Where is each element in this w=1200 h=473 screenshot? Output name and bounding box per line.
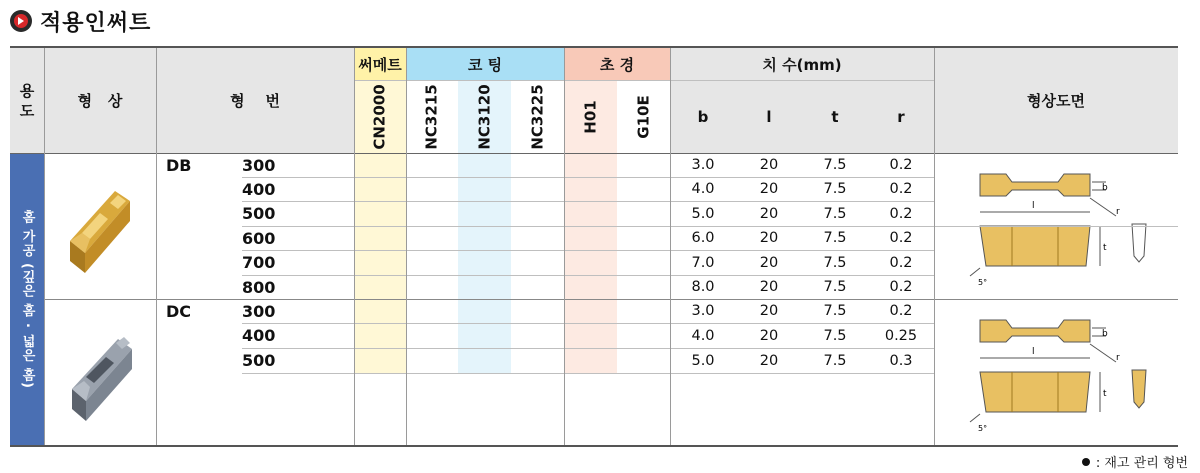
dim-b: 3.0 — [691, 303, 715, 319]
drawing-header-text: 형상도면 — [1027, 92, 1085, 110]
legend-note-text: : 재고 관리 형번 — [1095, 456, 1188, 471]
row-line — [242, 250, 934, 251]
part-size: 600 — [242, 228, 276, 248]
part-size: 300 — [242, 155, 276, 175]
part-no-header — [156, 48, 354, 153]
part-size: 700 — [242, 253, 276, 272]
series-db: DB — [166, 155, 192, 175]
dim-b: 7.0 — [691, 254, 715, 271]
dim-l: 20 — [759, 254, 779, 271]
dim-r: 0.2 — [889, 205, 913, 222]
dim-t: 7.5 — [823, 327, 847, 344]
grade-nc3120-header — [458, 80, 511, 153]
coating-header-text: 코 팅 — [467, 55, 503, 74]
dim-t: 7.5 — [823, 279, 847, 295]
col-line — [44, 48, 45, 445]
col-line — [406, 48, 407, 445]
insert-dc-image — [44, 299, 156, 445]
grade-label: CN2000 — [371, 83, 389, 150]
gold-insert-icon — [60, 171, 140, 281]
dim-r: 0.2 — [889, 303, 913, 319]
dim-b: 5.0 — [691, 352, 715, 369]
dim-l: 20 — [759, 157, 779, 173]
part-no-header-text: 형 번 — [230, 92, 280, 110]
carbide-col-tint — [564, 153, 617, 373]
dim-l: 20 — [759, 327, 779, 344]
row-line — [242, 323, 934, 324]
col-line — [670, 48, 671, 445]
dim-b: 4.0 — [691, 327, 715, 344]
row-line — [242, 226, 934, 227]
r-label: r — [1116, 353, 1120, 363]
t-label: t — [1103, 389, 1107, 399]
grade-nc3215-header — [406, 80, 458, 153]
dim-r: 0.2 — [889, 279, 913, 295]
dim-t: 7.5 — [823, 181, 847, 197]
dim-l: 20 — [759, 230, 779, 246]
cermet-header-text: 써메트 — [358, 55, 402, 74]
dim-t: 7.5 — [823, 254, 847, 271]
title-text: 적용인써트 — [40, 10, 152, 36]
row-line — [242, 201, 934, 202]
dim-r: 0.2 — [889, 254, 913, 271]
dim-t: 7.5 — [823, 230, 847, 246]
section-title — [10, 6, 151, 36]
header-divider — [10, 153, 1178, 154]
dim-r: 0.2 — [889, 157, 913, 173]
grade-label: G10E — [634, 94, 653, 139]
row-line — [242, 177, 934, 178]
dim-b: 6.0 — [691, 230, 715, 246]
part-size: 300 — [242, 301, 276, 321]
col-line — [564, 48, 565, 445]
shape-header-text: 형 상 — [77, 92, 123, 110]
bullet-icon — [1082, 458, 1090, 466]
dim-r: 0.3 — [889, 352, 913, 369]
r-label: r — [1116, 207, 1120, 217]
col-line — [354, 48, 355, 445]
insert-table — [10, 46, 1178, 447]
grade-label: H01 — [581, 99, 600, 134]
series-dc: DC — [166, 301, 192, 321]
drawing-header — [934, 48, 1178, 153]
dim-t-header: t — [802, 80, 868, 153]
part-size: 400 — [242, 326, 276, 345]
shape-header — [44, 48, 156, 153]
legend-note — [1082, 452, 1188, 471]
coating-col-tint — [458, 153, 511, 373]
grade-h01-header — [564, 80, 617, 153]
dim-b: 4.0 — [691, 181, 715, 197]
grade-label: NC3120 — [475, 83, 494, 150]
grade-cn2000-header — [354, 80, 406, 153]
part-size: 800 — [242, 277, 276, 297]
dim-r: 0.2 — [889, 230, 913, 246]
angle-label: 5° — [978, 424, 988, 433]
dim-l-header: l — [736, 80, 802, 153]
carbide-header — [564, 48, 670, 80]
l-label: l — [1032, 201, 1035, 211]
grade-nc3225-header — [511, 80, 564, 153]
t-label: t — [1103, 243, 1107, 253]
usage-header-text: 용 도 — [19, 81, 35, 120]
play-circle-icon — [10, 10, 32, 32]
carbide-header-text: 초 경 — [599, 55, 635, 74]
dim-t: 7.5 — [823, 205, 847, 222]
dim-l: 20 — [759, 303, 779, 319]
row-line — [242, 275, 934, 276]
dim-b: 8.0 — [691, 279, 715, 295]
usage-header — [10, 48, 44, 153]
col-line — [156, 48, 157, 445]
grade-label: NC3215 — [423, 83, 441, 150]
grade-label: NC3225 — [528, 83, 547, 150]
gray-insert-icon — [60, 317, 140, 427]
dim-b: 5.0 — [691, 205, 715, 222]
dims-header-text: 치 수(mm) — [762, 55, 842, 74]
dc-drawing — [934, 299, 1178, 445]
dim-t: 7.5 — [823, 157, 847, 173]
cermet-col-tint — [354, 153, 406, 373]
dc-shape-drawing — [940, 302, 1172, 442]
usage-cell — [10, 153, 44, 445]
insert-db-image — [44, 153, 156, 299]
grade-g10e-header — [617, 80, 670, 153]
l-label: l — [1032, 347, 1035, 357]
b-label: b — [1102, 329, 1108, 339]
drawing-divider — [934, 226, 1178, 227]
subheader-divider — [354, 80, 934, 81]
group-divider — [44, 299, 1178, 300]
dim-t: 7.5 — [823, 303, 847, 319]
cermet-header — [354, 48, 406, 80]
dim-b: 3.0 — [691, 157, 715, 173]
angle-label: 5° — [978, 278, 988, 287]
dim-l: 20 — [759, 181, 779, 197]
part-size: 500 — [242, 204, 276, 223]
col-line — [934, 48, 935, 445]
usage-label: 홈 가공 (깊은 홈 · 넓은 홈) — [19, 209, 35, 389]
dim-l: 20 — [759, 279, 779, 295]
row-line — [242, 373, 934, 374]
dim-l: 20 — [759, 352, 779, 369]
dim-b-header: b — [670, 80, 736, 153]
row-line — [242, 348, 934, 349]
b-label: b — [1102, 183, 1108, 193]
dim-r-header: r — [868, 80, 934, 153]
dim-r: 0.25 — [884, 327, 918, 344]
dim-r: 0.2 — [889, 181, 913, 197]
dim-l: 20 — [759, 205, 779, 222]
coating-header — [406, 48, 564, 80]
part-size: 500 — [242, 351, 276, 370]
dim-t: 7.5 — [823, 352, 847, 369]
part-size: 400 — [242, 179, 276, 199]
dims-header — [670, 48, 934, 80]
